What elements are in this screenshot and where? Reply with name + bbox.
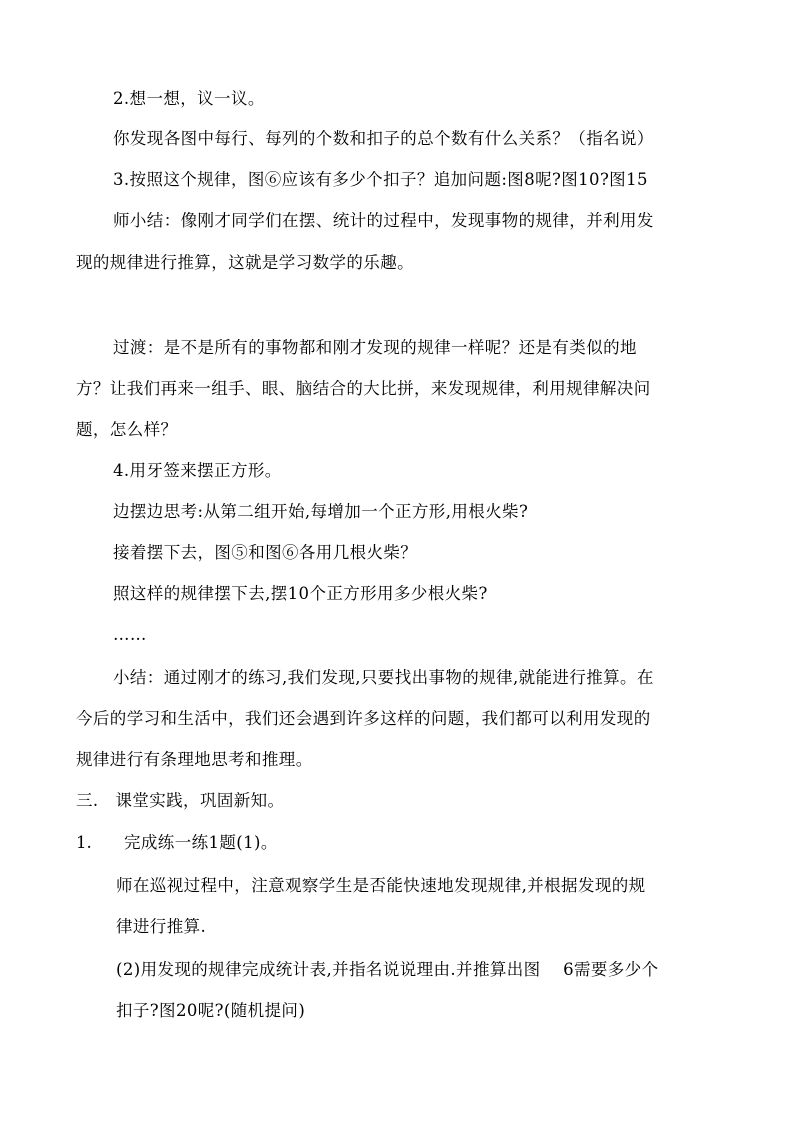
transition-line1: 过渡：是不是所有的事物都和刚才发现的规律一样呢？还是有类似的地 <box>113 338 637 357</box>
heading-think-discuss: 2.想一想，议一议。 <box>113 89 265 108</box>
item-4-toothpicks: 4.用牙签来摆正方形。 <box>113 461 282 480</box>
think-while-placing: 边摆边思考:从第二组开始,每增加一个正方形,用根火柴? <box>113 502 529 521</box>
teacher-observe-line1: 师在巡视过程中，注意观察学生是否能快速地发现规律,并根据发现的规 <box>116 876 646 895</box>
summary-line3: 规律进行有条理地思考和推理。 <box>76 750 313 769</box>
summary-line2: 今后的学习和生活中，我们还会遇到许多这样的问题，我们都可以利用发现的 <box>76 709 651 728</box>
exercise-part2-line1: (2)用发现的规律完成统计表,并指名说说理由.并推算出图 6需要多少个 <box>116 960 659 979</box>
list-number-1: 1. <box>76 833 92 852</box>
question-relationship: 你发现各图中每行、每列的个数和扣子的总个数有什么关系？（指名说） <box>113 129 654 148</box>
teacher-observe-line2: 律进行推算. <box>116 917 207 936</box>
ten-squares-question: 照这样的规律摆下去,摆10个正方形用多少根火柴? <box>113 584 488 603</box>
exercise-1-title: 完成练一练1题(1)。 <box>124 833 278 852</box>
transition-line2: 方？让我们再来一组手、眼、脑结合的大比拼，来发现规律，利用规律解决问 <box>76 379 651 398</box>
item-3-rule: 3.按照这个规律，图⑥应该有多少个扣子？追加问题:图8呢?图10?图15 <box>113 170 648 189</box>
section-three-heading: 三. 课堂实践，巩固新知。 <box>76 791 285 810</box>
exercise-part2-line2: 扣子?图20呢?(随机提问) <box>116 1001 306 1020</box>
teacher-summary-line1: 师小结：像刚才同学们在摆、统计的过程中，发现事物的规律，并利用发 <box>113 211 654 230</box>
transition-line3: 题，怎么样？ <box>76 420 178 439</box>
ellipsis: …… <box>113 625 147 644</box>
teacher-summary-line2: 现的规律进行推算，这就是学习数学的乐趣。 <box>76 253 414 272</box>
continue-placing: 接着摆下去，图⑤和图⑥各用几根火柴？ <box>113 543 418 562</box>
summary-line1: 小结：通过刚才的练习,我们发现,只要找出事物的规律,就能进行推算。在 <box>113 668 654 687</box>
